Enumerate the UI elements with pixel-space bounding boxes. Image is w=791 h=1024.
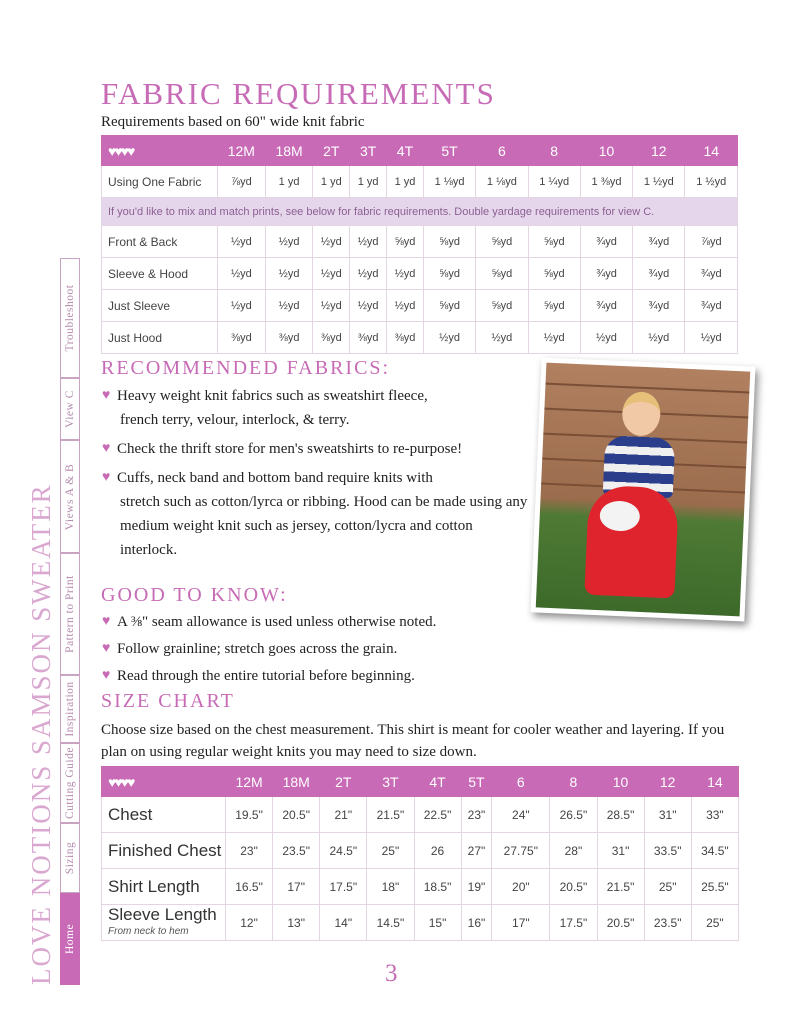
table-cell: 1 yd bbox=[313, 166, 350, 198]
table-cell: ½yd bbox=[218, 290, 266, 322]
table-cell: 34.5" bbox=[691, 833, 738, 869]
table-cell: 1 ⅛yd bbox=[476, 166, 528, 198]
table-cell: 23.5" bbox=[273, 833, 320, 869]
row-label bbox=[102, 869, 226, 905]
table-cell: 1 yd bbox=[350, 166, 387, 198]
table-cell: ⅝yd bbox=[528, 258, 580, 290]
table-cell: ⅝yd bbox=[423, 258, 475, 290]
table-cell: 20" bbox=[492, 869, 550, 905]
size-header: 10 bbox=[580, 136, 632, 166]
list-item-text: Follow grainline; stretch goes across the grain. bbox=[117, 641, 398, 657]
size-chart-intro: Choose size based on the chest measurement. This shirt is meant for cooler weather and layering. If you plan on using regular weight knits you may need to size down. bbox=[101, 722, 725, 760]
table-cell: ⅞yd bbox=[218, 166, 266, 198]
table-cell: ⅝yd bbox=[476, 258, 528, 290]
table-cell: 21.5" bbox=[597, 869, 644, 905]
size-header: 10 bbox=[597, 767, 644, 797]
table-cell: 27" bbox=[461, 833, 492, 869]
table-cell: 24" bbox=[492, 797, 550, 833]
nav-tab-view-c[interactable] bbox=[60, 378, 80, 440]
table-cell: ½yd bbox=[350, 258, 387, 290]
nav-tab-inspiration[interactable] bbox=[60, 675, 80, 743]
table-cell: 14.5" bbox=[367, 905, 414, 941]
size-header: 2T bbox=[313, 136, 350, 166]
table-cell: 25.5" bbox=[691, 869, 738, 905]
heart-icon: ♥ bbox=[102, 441, 111, 456]
heart-icon: ♥ bbox=[102, 388, 111, 403]
size-header: 2T bbox=[320, 767, 367, 797]
table-cell: 16" bbox=[461, 905, 492, 941]
nav-tab-label: Home bbox=[64, 923, 76, 955]
size-header: 6 bbox=[476, 136, 528, 166]
table-cell: 1 ⅛yd bbox=[423, 166, 475, 198]
table-cell: ½yd bbox=[387, 258, 424, 290]
table-cell: ⅜yd bbox=[313, 322, 350, 354]
table-cell: 26 bbox=[414, 833, 461, 869]
size-header: 3T bbox=[367, 767, 414, 797]
table-cell: ½yd bbox=[423, 322, 475, 354]
row-label bbox=[102, 797, 226, 833]
heart-icon: ♥ bbox=[102, 668, 111, 683]
table-cell: 23" bbox=[461, 797, 492, 833]
table-cell: 31" bbox=[597, 833, 644, 869]
table-cell: ⅝yd bbox=[423, 290, 475, 322]
size-header: 14 bbox=[691, 767, 738, 797]
table-row bbox=[102, 869, 739, 905]
size-header: 8 bbox=[550, 767, 597, 797]
table-cell: 1 yd bbox=[265, 166, 313, 198]
info-text: If you'd like to mix and match prints, see below for fabric requirements. Double yardage requirements for view C. bbox=[102, 198, 738, 226]
row-label bbox=[102, 833, 226, 869]
table-row bbox=[102, 833, 739, 869]
table-cell: 21" bbox=[320, 797, 367, 833]
table-cell: ½yd bbox=[218, 226, 266, 258]
table-cell: 27.75" bbox=[492, 833, 550, 869]
table-cell: ¾yd bbox=[580, 290, 632, 322]
page-number: 3 bbox=[385, 960, 398, 987]
table-cell: ½yd bbox=[350, 226, 387, 258]
table-cell: ¾yd bbox=[685, 290, 738, 322]
size-header: 8 bbox=[528, 136, 580, 166]
table-cell: ⅝yd bbox=[528, 290, 580, 322]
list-item bbox=[102, 384, 532, 432]
table-cell: ⅜yd bbox=[218, 322, 266, 354]
table-cell: 16.5" bbox=[226, 869, 273, 905]
table-cell: 1 ⅜yd bbox=[580, 166, 632, 198]
table-cell: 12" bbox=[226, 905, 273, 941]
size-header: 4T bbox=[414, 767, 461, 797]
table-cell: ½yd bbox=[218, 258, 266, 290]
table-cell: 19" bbox=[461, 869, 492, 905]
table-cell: ½yd bbox=[265, 226, 313, 258]
table-cell: 14" bbox=[320, 905, 367, 941]
table-cell: 23" bbox=[226, 833, 273, 869]
table-cell: ½yd bbox=[350, 290, 387, 322]
table-cell: 20.5" bbox=[550, 869, 597, 905]
table-cell: ¾yd bbox=[633, 290, 685, 322]
table-cell: 1 ½yd bbox=[685, 166, 738, 198]
size-header: 3T bbox=[350, 136, 387, 166]
table-cell: ¾yd bbox=[580, 258, 632, 290]
table-row bbox=[102, 226, 738, 258]
fabric-table bbox=[101, 135, 738, 354]
table-cell: ¾yd bbox=[580, 226, 632, 258]
list-item bbox=[102, 610, 532, 634]
row-label: Using One Fabric bbox=[102, 166, 218, 198]
size-chart-heading: SIZE CHART bbox=[101, 690, 235, 712]
hearts-icon: ♥♥♥♥ bbox=[102, 136, 218, 166]
table-cell: ⅞yd bbox=[685, 226, 738, 258]
row-label-text: Shirt Length bbox=[108, 877, 200, 896]
size-header: 5T bbox=[423, 136, 475, 166]
row-label-text: Sleeve Length bbox=[108, 904, 217, 924]
size-header: 12M bbox=[226, 767, 273, 797]
list-item-continuation: stretch such as cotton/lyrca or ribbing. Hood can be made using any medium weight knit such as jersey, cotton/lycra and cotton interlock. bbox=[120, 494, 528, 558]
nav-tab-label: Sizing bbox=[64, 841, 76, 875]
nav-tab-sizing[interactable] bbox=[60, 823, 80, 893]
fabric-requirements-heading: FABRIC REQUIREMENTS bbox=[101, 76, 496, 111]
table-cell: ½yd bbox=[265, 258, 313, 290]
nav-tab-views-a-b[interactable] bbox=[60, 440, 80, 553]
size-header: 4T bbox=[387, 136, 424, 166]
table-cell: 17.5" bbox=[550, 905, 597, 941]
row-label: Just Sleeve bbox=[102, 290, 218, 322]
table-cell: 33" bbox=[691, 797, 738, 833]
table-cell: 1 yd bbox=[387, 166, 424, 198]
table-row bbox=[102, 258, 738, 290]
list-item-text: Check the thrift store for men's sweatshirts to re-purpose! bbox=[117, 441, 463, 457]
good-to-know-heading: GOOD TO KNOW: bbox=[101, 584, 288, 606]
table-cell: ¾yd bbox=[633, 258, 685, 290]
table-cell: 23.5" bbox=[644, 905, 691, 941]
table-cell: ½yd bbox=[476, 322, 528, 354]
list-item-text: Heavy weight knit fabrics such as sweatshirt fleece, bbox=[117, 388, 428, 404]
table-cell: ½yd bbox=[313, 290, 350, 322]
table-cell: ½yd bbox=[313, 226, 350, 258]
table-cell: ½yd bbox=[387, 290, 424, 322]
fabric-note: Requirements based on 60" wide knit fabric bbox=[101, 114, 365, 130]
table-cell: ⅝yd bbox=[423, 226, 475, 258]
table-cell: 20.5" bbox=[273, 797, 320, 833]
row-label: Sleeve & Hood bbox=[102, 258, 218, 290]
table-cell: ½yd bbox=[265, 290, 313, 322]
table-cell: 22.5" bbox=[414, 797, 461, 833]
table-row bbox=[102, 166, 738, 198]
table-cell: 1 ¼yd bbox=[528, 166, 580, 198]
nav-tab-pattern-to-print[interactable] bbox=[60, 553, 80, 675]
table-cell: 1 ½yd bbox=[633, 166, 685, 198]
table-row bbox=[102, 290, 738, 322]
table-cell: ⅝yd bbox=[387, 226, 424, 258]
hearts-icon: ♥♥♥♥ bbox=[102, 767, 226, 797]
table-cell: ⅜yd bbox=[265, 322, 313, 354]
list-item-continuation: french terry, velour, interlock, & terry. bbox=[120, 412, 350, 428]
nav-tab-troubleshoot[interactable] bbox=[60, 258, 80, 378]
table-cell: ½yd bbox=[685, 322, 738, 354]
size-header: 5T bbox=[461, 767, 492, 797]
table-cell: ½yd bbox=[633, 322, 685, 354]
table-cell: 20.5" bbox=[597, 905, 644, 941]
table-cell: 26.5" bbox=[550, 797, 597, 833]
table-cell: 25" bbox=[691, 905, 738, 941]
heart-icon: ♥ bbox=[102, 641, 111, 656]
table-cell: 17.5" bbox=[320, 869, 367, 905]
nav-tab-label: Cutting Guide bbox=[64, 747, 76, 819]
list-item-text: Cuffs, neck band and bottom band require knits with bbox=[117, 470, 433, 486]
heart-icon: ♥ bbox=[102, 614, 111, 629]
row-label-text: Chest bbox=[108, 805, 153, 824]
size-header: 18M bbox=[273, 767, 320, 797]
table-cell: ½yd bbox=[580, 322, 632, 354]
list-item bbox=[102, 664, 532, 688]
row-label-text: Finished Chest bbox=[108, 841, 222, 860]
table-cell: 25" bbox=[644, 869, 691, 905]
table-cell: 31" bbox=[644, 797, 691, 833]
table-cell: 17" bbox=[492, 905, 550, 941]
table-cell: ¾yd bbox=[633, 226, 685, 258]
size-header: 12 bbox=[644, 767, 691, 797]
table-cell: 19.5" bbox=[226, 797, 273, 833]
nav-tab-label: Views A & B bbox=[64, 463, 76, 530]
table-cell: ½yd bbox=[528, 322, 580, 354]
table-cell: 28" bbox=[550, 833, 597, 869]
table-cell: ⅝yd bbox=[528, 226, 580, 258]
recommended-fabrics-heading: RECOMMENDED FABRICS: bbox=[101, 357, 391, 379]
table-cell: ⅜yd bbox=[350, 322, 387, 354]
nav-tab-label: Pattern to Print bbox=[64, 575, 76, 653]
table-cell: 28.5" bbox=[597, 797, 644, 833]
nav-tab-label: View C bbox=[64, 390, 76, 428]
size-header: 6 bbox=[492, 767, 550, 797]
table-cell: ⅜yd bbox=[387, 322, 424, 354]
size-header: 18M bbox=[265, 136, 313, 166]
table-cell: 15" bbox=[414, 905, 461, 941]
table-row bbox=[102, 797, 739, 833]
nav-tab-label: Troubleshoot bbox=[64, 284, 76, 352]
info-row bbox=[102, 198, 738, 226]
row-label bbox=[102, 905, 226, 941]
heart-icon: ♥ bbox=[102, 470, 111, 485]
table-row bbox=[102, 905, 739, 941]
table-cell: ½yd bbox=[313, 258, 350, 290]
side-title: LOVE NOTIONS SAMSON SWEATER bbox=[26, 483, 56, 985]
nav-tab-home[interactable] bbox=[60, 893, 80, 985]
nav-tab-label: Inspiration bbox=[64, 681, 76, 737]
list-item bbox=[102, 437, 532, 461]
table-cell: 33.5" bbox=[644, 833, 691, 869]
table-cell: 24.5" bbox=[320, 833, 367, 869]
table-cell: 18" bbox=[367, 869, 414, 905]
table-row bbox=[102, 322, 738, 354]
table-cell: 13" bbox=[273, 905, 320, 941]
table-cell: 21.5" bbox=[367, 797, 414, 833]
table-cell: 25" bbox=[367, 833, 414, 869]
row-label: Just Hood bbox=[102, 322, 218, 354]
good-to-know-list bbox=[102, 610, 532, 691]
table-cell: 17" bbox=[273, 869, 320, 905]
row-label: Front & Back bbox=[102, 226, 218, 258]
list-item bbox=[102, 466, 532, 562]
table-cell: ⅝yd bbox=[476, 226, 528, 258]
table-cell: 18.5" bbox=[414, 869, 461, 905]
size-header: 14 bbox=[685, 136, 738, 166]
nav-tab-cutting-guide[interactable] bbox=[60, 743, 80, 823]
table-cell: ¾yd bbox=[685, 258, 738, 290]
size-header: 12M bbox=[218, 136, 266, 166]
size-header: 12 bbox=[633, 136, 685, 166]
row-label-sub: From neck to hem bbox=[108, 925, 189, 937]
child-photo bbox=[531, 357, 756, 621]
list-item-text: A ⅜" seam allowance is used unless otherwise noted. bbox=[117, 614, 437, 630]
list-item-text: Read through the entire tutorial before beginning. bbox=[117, 668, 415, 684]
recommended-list bbox=[102, 384, 532, 567]
list-item bbox=[102, 637, 532, 661]
side-nav bbox=[60, 258, 80, 985]
size-table bbox=[101, 766, 739, 941]
table-cell: ⅝yd bbox=[476, 290, 528, 322]
